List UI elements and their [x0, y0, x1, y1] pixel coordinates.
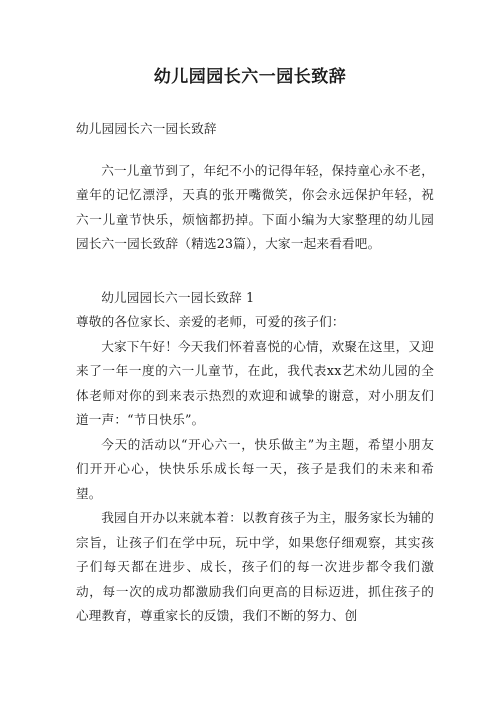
intro-paragraph: 六一儿童节到了，年纪不小的记得年轻，保持童心永不老，童年的记忆漂浮，天真的张开嘴微笑，你会永远保护年轻，祝六一儿童节快乐，烦恼都扔掉。下面小编为大家整理的幼儿园园长六一园长致辞（精选23篇），大家一起来看看吧。: [76, 162, 434, 251]
page-title: 幼儿园园长六一园长致辞: [153, 67, 347, 87]
document-subtitle: 幼儿园园长六一园长致辞: [76, 121, 217, 136]
body-paragraph: 我园自开办以来就本着：以教育孩子为主，服务家长为辅的宗旨，让孩子们在学中玩，玩中学，如果您仔细观察，其实孩子们每天都在进步、成长，孩子们的每一次进步都令我们激动，每一次的成功都激励我们向更高的目标迈进，抓住孩子的心理教育，尊重家长的反馈，我们不断的努力、创: [76, 510, 434, 623]
salutation: 尊敬的各位家长、亲爱的老师，可爱的孩子们：: [76, 314, 345, 329]
section-heading: 幼儿园园长六一园长致辞 1: [101, 289, 255, 305]
document-body: [76, 117, 434, 629]
body-paragraph: 大家下午好！今天我们怀着喜悦的心情，欢聚在这里，又迎来了一年一度的六一儿童节，在此，我代表xx艺术幼儿园的全体老师对你的到来表示热烈的欢迎和诚挚的谢意，对小朋友们道一声：“节日快乐”。: [76, 338, 434, 427]
body-paragraph: 今天的活动以“开心六一，快乐做主”为主题，希望小朋友们开开心心，快快乐乐成长每一天，孩子是我们的未来和希望。: [76, 436, 434, 501]
